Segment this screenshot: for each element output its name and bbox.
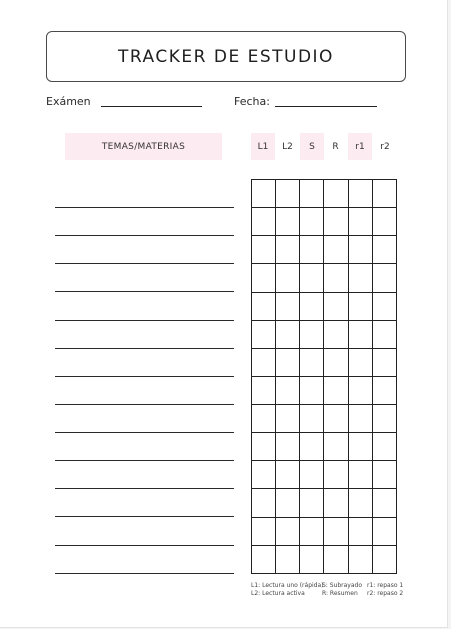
grid-cell-r[interactable] xyxy=(324,433,348,461)
grid-cell-r1[interactable] xyxy=(349,377,373,405)
grid-cell-l1[interactable] xyxy=(252,433,276,461)
grid-cell-l2[interactable] xyxy=(276,405,300,433)
grid-cell-l2[interactable] xyxy=(276,546,300,574)
grid-cell-s[interactable] xyxy=(300,461,324,489)
topic-line[interactable] xyxy=(55,488,234,489)
legend-r: R: Resumen xyxy=(322,589,358,597)
topic-line[interactable] xyxy=(55,516,234,517)
grid-row xyxy=(252,377,397,405)
grid-cell-r1[interactable] xyxy=(349,518,373,546)
legend-group-review xyxy=(367,582,403,597)
grid-cell-r[interactable] xyxy=(324,208,348,236)
grid-cell-r2[interactable] xyxy=(373,236,397,264)
topic-line[interactable] xyxy=(55,235,234,236)
column-header-label: S xyxy=(309,141,315,152)
grid-cell-l1[interactable] xyxy=(252,489,276,517)
grid-cell-r1[interactable] xyxy=(349,180,373,208)
grid-row xyxy=(252,236,397,264)
column-header-l2 xyxy=(276,133,299,160)
grid-cell-l1[interactable] xyxy=(252,236,276,264)
grid-cell-r[interactable] xyxy=(324,377,348,405)
grid-cell-r1[interactable] xyxy=(349,405,373,433)
grid-cell-r2[interactable] xyxy=(373,377,397,405)
topic-line[interactable] xyxy=(55,348,234,349)
grid-cell-r1[interactable] xyxy=(349,433,373,461)
grid-cell-l2[interactable] xyxy=(276,208,300,236)
topics-header xyxy=(65,133,222,160)
column-header-l1 xyxy=(251,133,275,160)
grid-cell-l2[interactable] xyxy=(276,236,300,264)
page-title: TRACKER DE ESTUDIO xyxy=(118,46,334,67)
legend-r2: r2: repaso 2 xyxy=(367,589,404,597)
grid-cell-l1[interactable] xyxy=(252,377,276,405)
grid-cell-l2[interactable] xyxy=(276,433,300,461)
topic-line[interactable] xyxy=(55,545,234,546)
grid-cell-r2[interactable] xyxy=(373,180,397,208)
grid-cell-s[interactable] xyxy=(300,405,324,433)
grid-cell-r1[interactable] xyxy=(349,546,373,574)
grid-cell-l1[interactable] xyxy=(252,546,276,574)
grid-cell-r[interactable] xyxy=(324,321,348,349)
grid-cell-r2[interactable] xyxy=(373,321,397,349)
column-header-r2 xyxy=(373,133,397,160)
grid-cell-l1[interactable] xyxy=(252,180,276,208)
legend-group-work xyxy=(322,582,362,597)
grid-cell-r2[interactable] xyxy=(373,518,397,546)
grid-row xyxy=(252,433,397,461)
grid-cell-r[interactable] xyxy=(324,293,348,321)
grid-cell-l2[interactable] xyxy=(276,264,300,292)
grid-cell-r2[interactable] xyxy=(373,264,397,292)
grid-cell-r1[interactable] xyxy=(349,461,373,489)
grid-cell-r[interactable] xyxy=(324,405,348,433)
grid-cell-r1[interactable] xyxy=(349,489,373,517)
grid-cell-r[interactable] xyxy=(324,180,348,208)
grid-cell-r2[interactable] xyxy=(373,489,397,517)
legend-l1: L1: Lectura uno (rápida) xyxy=(251,582,324,589)
grid-row xyxy=(252,264,397,292)
grid-cell-r[interactable] xyxy=(324,264,348,292)
grid-cell-l2[interactable] xyxy=(276,518,300,546)
grid-cell-l2[interactable] xyxy=(276,180,300,208)
grid-cell-l1[interactable] xyxy=(252,321,276,349)
topic-line[interactable] xyxy=(55,320,234,321)
topics-header-label: TEMAS/MATERIAS xyxy=(101,141,186,152)
grid-row xyxy=(252,405,397,433)
grid-cell-s[interactable] xyxy=(300,264,324,292)
date-input-line[interactable] xyxy=(275,106,377,107)
grid-cell-r1[interactable] xyxy=(349,236,373,264)
grid-cell-r2[interactable] xyxy=(373,405,397,433)
grid-cell-s[interactable] xyxy=(300,293,324,321)
grid-row xyxy=(252,208,397,236)
legend-l2: L2: Lectura activa xyxy=(251,589,305,597)
grid-cell-r1[interactable] xyxy=(349,349,373,377)
grid-cell-r1[interactable] xyxy=(349,293,373,321)
grid-cell-r2[interactable] xyxy=(373,208,397,236)
topic-line[interactable] xyxy=(55,291,234,292)
grid-row xyxy=(252,293,397,321)
topic-line[interactable] xyxy=(55,376,234,377)
grid-cell-r2[interactable] xyxy=(373,461,397,489)
grid-cell-s[interactable] xyxy=(300,518,324,546)
topic-line[interactable] xyxy=(55,573,234,574)
grid-cell-s[interactable] xyxy=(300,180,324,208)
grid-cell-l1[interactable] xyxy=(252,349,276,377)
grid-cell-r[interactable] xyxy=(324,236,348,264)
column-header-label: L1 xyxy=(257,141,269,152)
grid-cell-l2[interactable] xyxy=(276,293,300,321)
grid-cell-l1[interactable] xyxy=(252,518,276,546)
grid-cell-s[interactable] xyxy=(300,546,324,574)
grid-cell-s[interactable] xyxy=(300,489,324,517)
legend-group-reading xyxy=(251,582,324,597)
grid-row xyxy=(252,518,397,546)
grid-cell-l2[interactable] xyxy=(276,377,300,405)
column-header-label: r2 xyxy=(380,141,390,152)
column-header-r xyxy=(324,133,347,160)
grid-cell-l1[interactable] xyxy=(252,208,276,236)
column-header-label: r1 xyxy=(355,141,365,152)
grid-cell-l1[interactable] xyxy=(252,405,276,433)
column-header-label: L2 xyxy=(282,141,293,152)
grid-cell-s[interactable] xyxy=(300,321,324,349)
grid-cell-r[interactable] xyxy=(324,518,348,546)
grid-row xyxy=(252,546,397,574)
grid-cell-r[interactable] xyxy=(324,461,348,489)
grid-cell-r1[interactable] xyxy=(349,208,373,236)
topic-line[interactable] xyxy=(55,460,234,461)
topic-line[interactable] xyxy=(55,432,234,433)
topic-line[interactable] xyxy=(55,263,234,264)
grid-cell-r[interactable] xyxy=(324,546,348,574)
grid-cell-r[interactable] xyxy=(324,349,348,377)
grid-cell-l2[interactable] xyxy=(276,489,300,517)
grid-cell-r2[interactable] xyxy=(373,546,397,574)
legend-r1: r1: repaso 1 xyxy=(367,582,404,589)
column-header-r1 xyxy=(348,133,372,160)
grid-cell-r1[interactable] xyxy=(349,321,373,349)
grid-cell-r1[interactable] xyxy=(349,264,373,292)
title-box xyxy=(46,31,406,82)
grid-row xyxy=(252,461,397,489)
column-header-label: R xyxy=(332,141,339,152)
grid-cell-r[interactable] xyxy=(324,489,348,517)
grid-cell-r2[interactable] xyxy=(373,349,397,377)
grid-row xyxy=(252,321,397,349)
legend-s: S: Subrayado xyxy=(322,582,363,589)
grid-cell-s[interactable] xyxy=(300,236,324,264)
grid-cell-s[interactable] xyxy=(300,349,324,377)
study-grid xyxy=(251,179,397,574)
topic-line[interactable] xyxy=(55,404,234,405)
grid-cell-s[interactable] xyxy=(300,433,324,461)
grid-cell-l1[interactable] xyxy=(252,461,276,489)
grid-cell-r2[interactable] xyxy=(373,433,397,461)
grid-row xyxy=(252,489,397,517)
grid-cell-r2[interactable] xyxy=(373,293,397,321)
grid-row xyxy=(252,349,397,377)
column-header-s xyxy=(300,133,324,160)
exam-input-line[interactable] xyxy=(101,106,202,107)
grid-cell-l1[interactable] xyxy=(252,264,276,292)
grid-cell-l1[interactable] xyxy=(252,293,276,321)
topic-line[interactable] xyxy=(55,207,234,208)
date-label: Fecha: xyxy=(234,95,270,108)
grid-cell-s[interactable] xyxy=(300,208,324,236)
grid-cell-l2[interactable] xyxy=(276,321,300,349)
exam-label: Exámen xyxy=(46,95,91,108)
grid-cell-l2[interactable] xyxy=(276,349,300,377)
grid-cell-s[interactable] xyxy=(300,377,324,405)
grid-cell-l2[interactable] xyxy=(276,461,300,489)
grid-row xyxy=(252,180,397,208)
